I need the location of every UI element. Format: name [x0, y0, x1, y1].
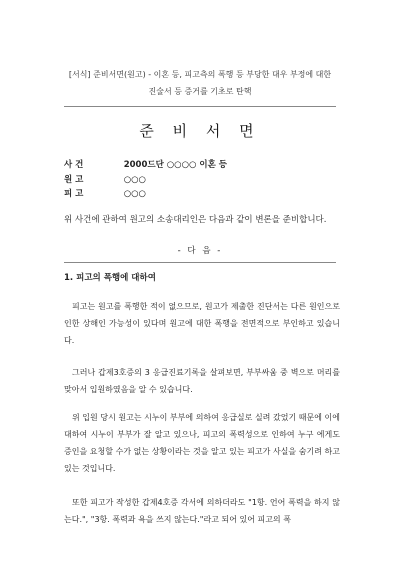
paragraph: 피고는 원고를 폭행한 적이 없으므로, 원고가 제출한 진단서는 다른 원인으로 인한 상해인 가능성이 있다며 원고에 대한 폭행을 전면적으로 부인하고 있습니다.	[64, 302, 340, 345]
section-divider-label: - 다 음 -	[177, 246, 223, 256]
case-value: 2000드단 ○○○○ 이혼 등	[123, 160, 227, 170]
divider	[64, 106, 336, 107]
paragraph: 위 입원 당시 원고는 시누이 부부에 의하여 응급실로 실려 갔었기 때문에 이에 대하여 시누이 부부가 잘 알고 있으나, 피고의 폭력성으로 인하여 누구 에게도 증인을 요청할 수가 없는 상황이라는 것을 알고 있는 피고가 사실을 숨기려 하고 있는 것입니다.	[64, 413, 340, 473]
case-label: 사 건	[64, 160, 84, 170]
defendant-row	[64, 187, 146, 199]
document-title: 준 비 서 면	[139, 122, 261, 140]
header-line-1: [서식] 준비서면(원고) - 이혼 등, 피고측의 폭행 등 부당한 대우 부정에 대한	[68, 70, 332, 79]
plaintiff-value: ○○○	[123, 175, 146, 185]
defendant-label: 피 고	[64, 189, 84, 199]
paragraph: 또한 피고가 작성한 갑제4호증 각서에 의하더라도 "1항. 언어 폭력을 하지 않는다.", "3항. 폭력과 욕을 쓰지 않는다."라고 되어 있어 피고의 폭	[64, 498, 340, 524]
divider	[64, 262, 336, 263]
form-header	[40, 66, 360, 100]
intro-text: 위 사건에 관하여 원고의 소송대리인은 다음과 같이 변론을 준비합니다.	[64, 215, 327, 225]
plaintiff-label: 원 고	[64, 175, 84, 185]
plaintiff-row	[64, 173, 146, 185]
header-line-2: 진술서 등 증거를 기초로 탄핵	[148, 87, 252, 96]
defendant-value: ○○○	[123, 189, 146, 199]
section-heading: 1. 피고의 폭행에 대하여	[64, 273, 156, 283]
case-row	[64, 158, 227, 170]
paragraph: 그러나 갑제3호증의 3 응급진료기록을 살펴보면, 부부싸움 중 벽으로 머리를 맞아서 입원하였음을 알 수 있습니다.	[64, 368, 340, 394]
